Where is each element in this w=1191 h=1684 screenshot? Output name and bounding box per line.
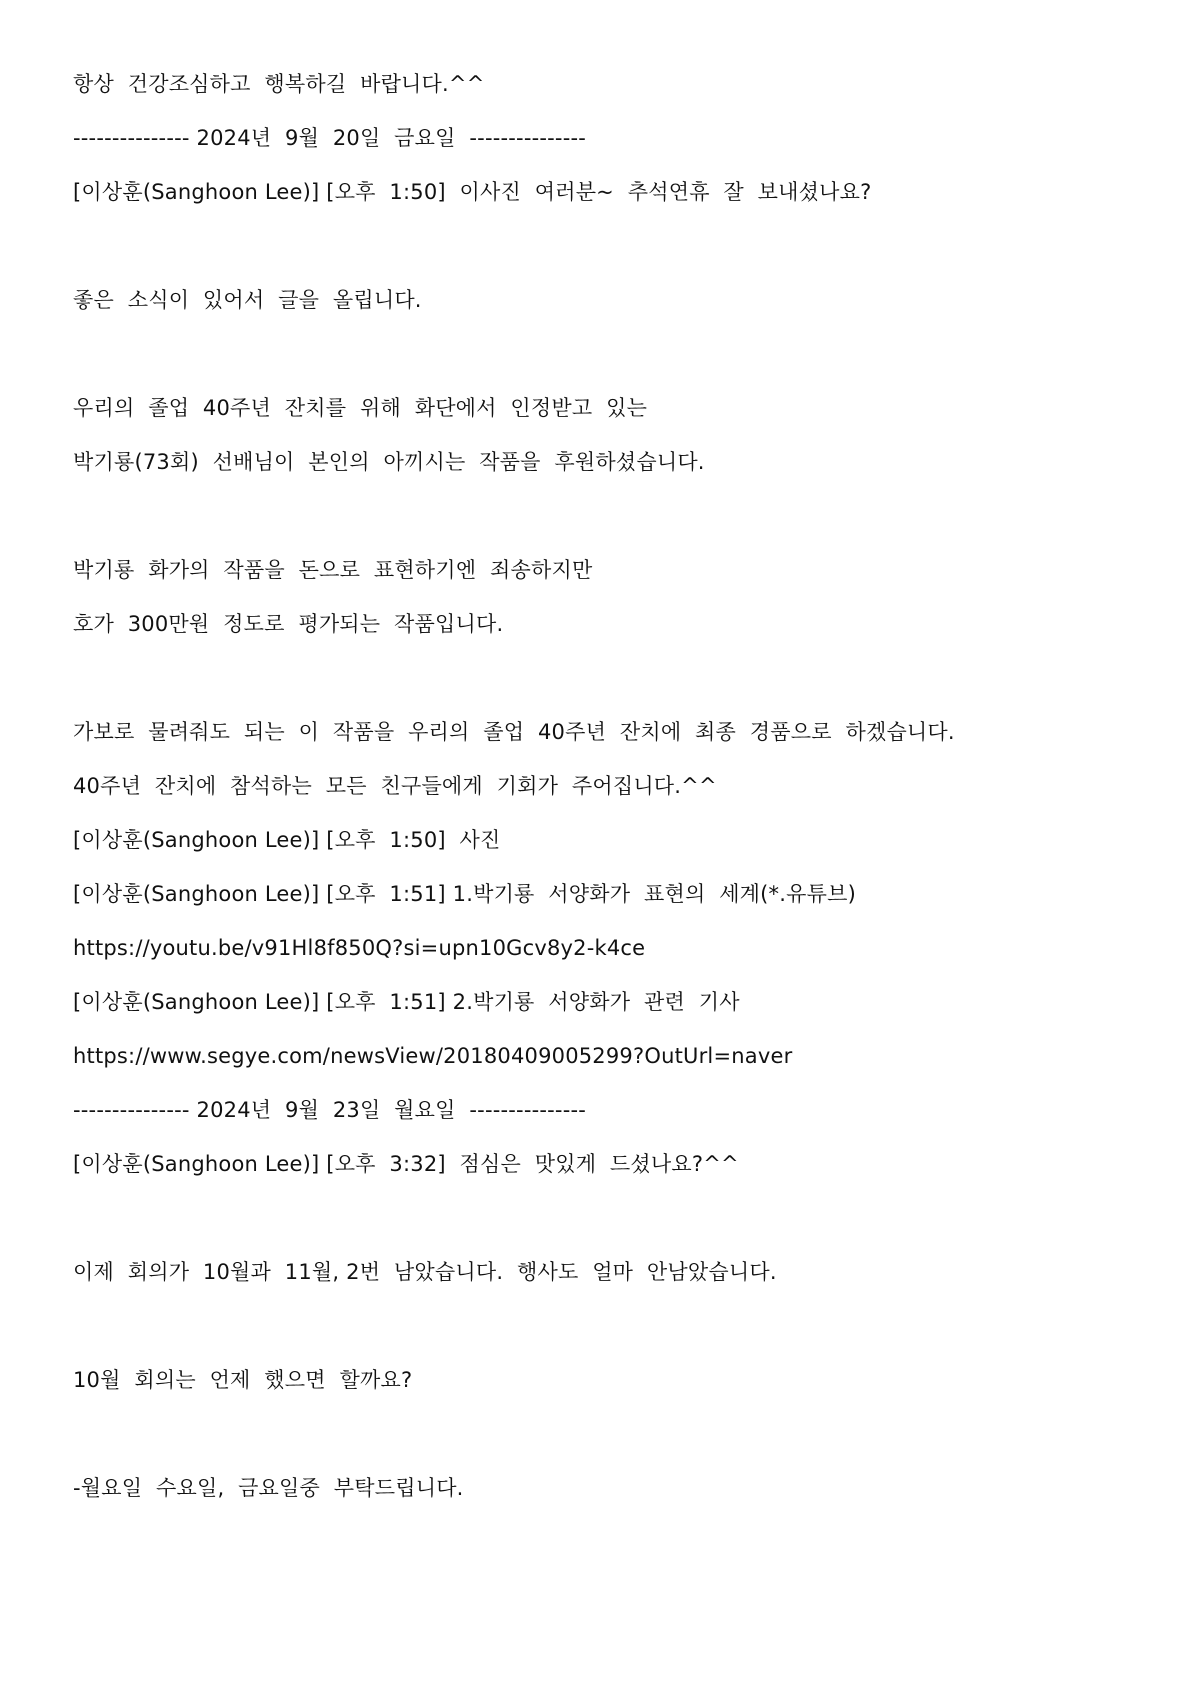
- date-separator: --------------- 2024년 9월 20일 금요일 ---------------: [73, 126, 587, 150]
- message-line: 10월 회의는 언제 했으면 할까요?: [73, 1368, 413, 1392]
- message-line: 호가 300만원 정도로 평가되는 작품입니다.: [73, 612, 504, 636]
- message-line: 박기룡(73회) 선배님이 본인의 아끼시는 작품을 후원하셨습니다.: [73, 450, 705, 474]
- message-line: 항상 건강조심하고 행복하길 바랍니다.^^: [73, 72, 485, 96]
- message-header: [이상훈(Sanghoon Lee)] [오후 1:51] 2.박기룡 서양화가 관련 기사: [73, 990, 740, 1014]
- message-line: 박기룡 화가의 작품을 돈으로 표현하기엔 죄송하지만: [73, 558, 593, 582]
- message-line: 40주년 잔치에 참석하는 모든 친구들에게 기회가 주어집니다.^^: [73, 774, 717, 798]
- message-line: 가보로 물려줘도 되는 이 작품을 우리의 졸업 40주년 잔치에 최종 경품으로 하겠습니다.: [73, 720, 955, 744]
- message-header: [이상훈(Sanghoon Lee)] [오후 1:50] 이사진 여러분~ 추석연휴 잘 보내셨나요?: [73, 180, 872, 204]
- youtube-link[interactable]: [73, 936, 1133, 960]
- message-header: [이상훈(Sanghoon Lee)] [오후 1:51] 1.박기룡 서양화가 표현의 세계(*.유튜브): [73, 882, 856, 906]
- message-header: [이상훈(Sanghoon Lee)] [오후 3:32] 점심은 맛있게 드셨나요?^^: [73, 1152, 739, 1176]
- chat-export-document: [73, 72, 1133, 1500]
- article-link[interactable]: [73, 1044, 1133, 1068]
- article-link-text[interactable]: https://www.segye.com/newsView/20180409005299?OutUrl=naver: [73, 1044, 793, 1068]
- message-line: 이제 회의가 10월과 11월, 2번 남았습니다. 행사도 얼마 안남았습니다.: [73, 1260, 777, 1284]
- message-header: [이상훈(Sanghoon Lee)] [오후 1:50] 사진: [73, 828, 501, 852]
- message-line: 우리의 졸업 40주년 잔치를 위해 화단에서 인정받고 있는: [73, 396, 648, 420]
- message-line: 좋은 소식이 있어서 글을 올립니다.: [73, 288, 422, 312]
- youtube-link-text[interactable]: https://youtu.be/v91Hl8f850Q?si=upn10Gcv8y2-k4ce: [73, 936, 646, 960]
- date-separator: --------------- 2024년 9월 23일 월요일 ---------------: [73, 1098, 587, 1122]
- message-line: -월요일 수요일, 금요일중 부탁드립니다.: [73, 1476, 464, 1500]
